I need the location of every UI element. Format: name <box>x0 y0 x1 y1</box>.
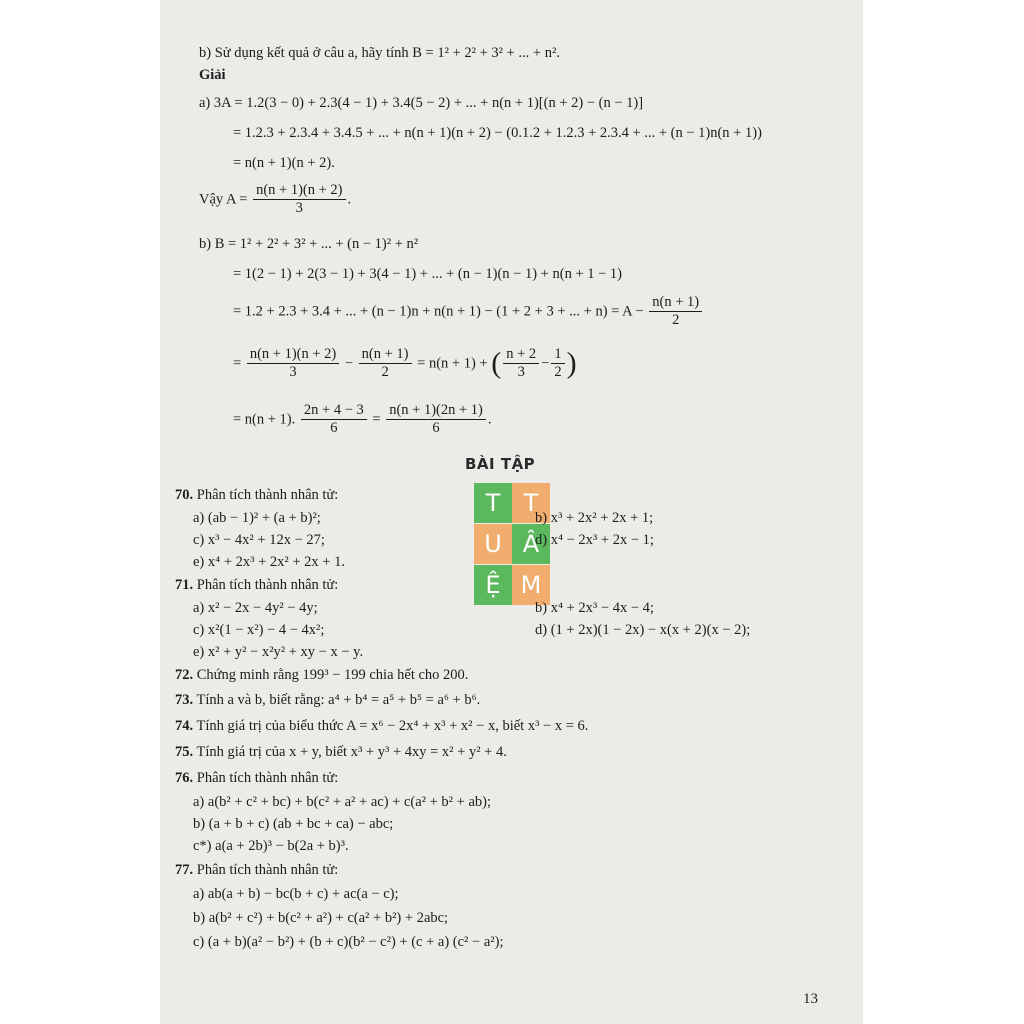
line-4-equals: = <box>233 355 242 372</box>
ex76-c: c*) a(a + 2b)³ − b(2a + b)³. <box>193 838 349 854</box>
fraction-numerator: n(n + 1)(2n + 1) <box>386 402 486 420</box>
exercise-number: 76. <box>175 770 194 786</box>
fraction-denominator: 3 <box>289 364 297 380</box>
ex71-c: c) x²(1 − x²) − 4 − 4x²; <box>193 622 325 638</box>
exercise-74 <box>175 717 588 735</box>
logo-cell: U <box>474 524 512 564</box>
exercise-number: 77. <box>175 862 194 878</box>
ex71-b: b) x⁴ + 2x³ − 4x − 4; <box>535 600 654 616</box>
line-4-fraction-4 <box>551 346 564 381</box>
exercise-text: Phân tích thành nhân tử: <box>193 487 339 503</box>
line-4-middle: = n(n + 1) + <box>417 355 488 372</box>
fraction-denominator: 2 <box>381 364 389 380</box>
exercise-text: Tính giá trị của x + y, biết x³ + y³ + 4xy = x² + y² + 4. <box>193 744 507 760</box>
fraction-denominator: 6 <box>330 420 338 436</box>
fraction-denominator: 3 <box>295 200 303 216</box>
exercise-75 <box>175 743 507 761</box>
fraction-numerator: n(n + 1)(n + 2) <box>253 182 345 200</box>
solution-a-line-1: a) 3A = 1.2(3 − 0) + 2.3(4 − 1) + 3.4(5 − 2) + ... + n(n + 1)[(n + 2) − (n − 1)] <box>199 95 644 111</box>
exercise-number: 75. <box>175 744 194 760</box>
fraction-numerator: 1 <box>551 346 564 364</box>
ex76-b: b) (a + b + c) (ab + bc + ca) − abc; <box>193 816 394 832</box>
fraction-denominator: 2 <box>554 364 562 380</box>
exercise-73 <box>175 691 480 709</box>
logo-cell: T <box>474 483 512 523</box>
solution-b-line-1: b) B = 1² + 2² + 3² + ... + (n − 1)² + n² <box>199 236 419 252</box>
fraction-numerator: n + 2 <box>503 346 539 364</box>
fraction-denominator: 2 <box>672 312 680 328</box>
ex70-c: c) x³ − 4x² + 12x − 27; <box>193 532 325 548</box>
solution-b-line-4 <box>233 346 577 381</box>
exercise-number: 71. <box>175 577 194 593</box>
fraction-denominator: 6 <box>432 420 440 436</box>
exercise-number: 72. <box>175 667 194 683</box>
line-5-fraction-1 <box>301 402 367 437</box>
solution-a-line-3: = n(n + 1)(n + 2). <box>233 155 335 171</box>
exercise-text: Phân tích thành nhân tử: <box>193 577 339 593</box>
line-4-fraction-3 <box>503 346 539 381</box>
fraction-numerator: n(n + 1)(n + 2) <box>247 346 339 364</box>
problem-b-prompt: b) Sử dụng kết quả ở câu a, hãy tính B = 1² + 2² + 3² + ... + n². <box>199 45 560 61</box>
left-paren-glyph: ( <box>491 346 502 380</box>
exercise-text: Phân tích thành nhân tử: <box>193 862 339 878</box>
exercise-71-title <box>175 576 338 594</box>
conclusion-line <box>199 182 351 217</box>
ex70-d: d) x⁴ − 2x³ + 2x − 1; <box>535 532 654 548</box>
logo-cell: M <box>512 565 550 605</box>
fraction-denominator: 3 <box>517 364 525 380</box>
line-5-period: . <box>487 411 492 428</box>
logo-cell: Â <box>512 524 550 564</box>
solution-b-line-5 <box>233 402 491 437</box>
line-5-fraction-2 <box>386 402 486 437</box>
exercise-text: Tính a và b, biết rằng: a⁴ + b⁴ = a⁵ + b⁵ = a⁶ + b⁶. <box>193 692 481 708</box>
fraction-numerator: 2n + 4 − 3 <box>301 402 367 420</box>
conclusion-lead: Vậy A = <box>199 191 248 208</box>
ex77-b: b) a(b² + c²) + b(c² + a²) + c(a² + b²) + 2abc; <box>193 910 449 926</box>
line-3-fraction <box>649 294 702 329</box>
exercise-72 <box>175 666 468 684</box>
exercise-text: Phân tích thành nhân tử: <box>193 770 339 786</box>
exercise-text: Chứng minh rằng 199³ − 199 chia hết cho 200. <box>193 667 469 683</box>
conclusion-period: . <box>347 191 352 208</box>
ex70-b: b) x³ + 2x² + 2x + 1; <box>535 510 654 526</box>
line-4-fraction-1 <box>247 346 339 381</box>
exercise-number: 70. <box>175 487 194 503</box>
exercise-text: Tính giá trị của biểu thức A = x⁶ − 2x⁴ + x³ + x² − x, biết x³ − x = 6. <box>193 718 589 734</box>
line-4-fraction-2 <box>359 346 412 381</box>
exercise-number: 74. <box>175 718 194 734</box>
fraction-numerator: n(n + 1) <box>359 346 412 364</box>
exercise-number: 73. <box>175 692 194 708</box>
exercise-70-title <box>175 486 338 504</box>
ex77-c: c) (a + b)(a² − b²) + (b + c)(b² − c²) + (c + a) (c² − a²); <box>193 934 504 950</box>
ex70-a: a) (ab − 1)² + (a + b)²; <box>193 510 321 526</box>
solution-b-line-3 <box>233 294 704 329</box>
exercises-heading: BÀI TẬP <box>465 455 536 473</box>
solution-b-line-2: = 1(2 − 1) + 2(3 − 1) + 3(4 − 1) + ... + (n − 1)(n − 1) + n(n + 1 − 1) <box>233 266 623 282</box>
conclusion-fraction <box>253 182 345 217</box>
line-5-equals: = <box>372 411 381 428</box>
ex71-d: d) (1 + 2x)(1 − 2x) − x(x + 2)(x − 2); <box>535 622 751 638</box>
ex71-e: e) x² + y² − x²y² + xy − x − y. <box>193 644 364 660</box>
line-4-minus: − <box>344 355 354 372</box>
exercise-76-title <box>175 769 338 787</box>
solution-heading: Giải <box>199 67 226 83</box>
page-number: 13 <box>803 991 818 1007</box>
exercise-77-title <box>175 861 338 879</box>
line-3-lead: = 1.2 + 2.3 + 3.4 + ... + (n − 1)n + n(n + 1) − (1 + 2 + 3 + ... + n) = A − <box>233 303 644 320</box>
ex70-e: e) x⁴ + 2x³ + 2x² + 2x + 1. <box>193 554 345 570</box>
ex76-a: a) a(b² + c² + bc) + b(c² + a² + ac) + c(a² + b² + ab); <box>193 794 492 810</box>
logo-cell: Ệ <box>474 565 512 605</box>
line-5-lead: = n(n + 1). <box>233 411 296 428</box>
right-paren-glyph: ) <box>566 346 577 380</box>
fraction-numerator: n(n + 1) <box>649 294 702 312</box>
ex71-a: a) x² − 2x − 4y² − 4y; <box>193 600 318 616</box>
logo-cell: T <box>512 483 550 523</box>
line-4-minus-2: − <box>541 355 550 372</box>
ex77-a: a) ab(a + b) − bc(b + c) + ac(a − c); <box>193 886 399 902</box>
solution-a-line-2: = 1.2.3 + 2.3.4 + 3.4.5 + ... + n(n + 1)(n + 2) − (0.1.2 + 1.2.3 + 2.3.4 + ... + (n − 1)n(n + 1)) <box>233 125 762 141</box>
